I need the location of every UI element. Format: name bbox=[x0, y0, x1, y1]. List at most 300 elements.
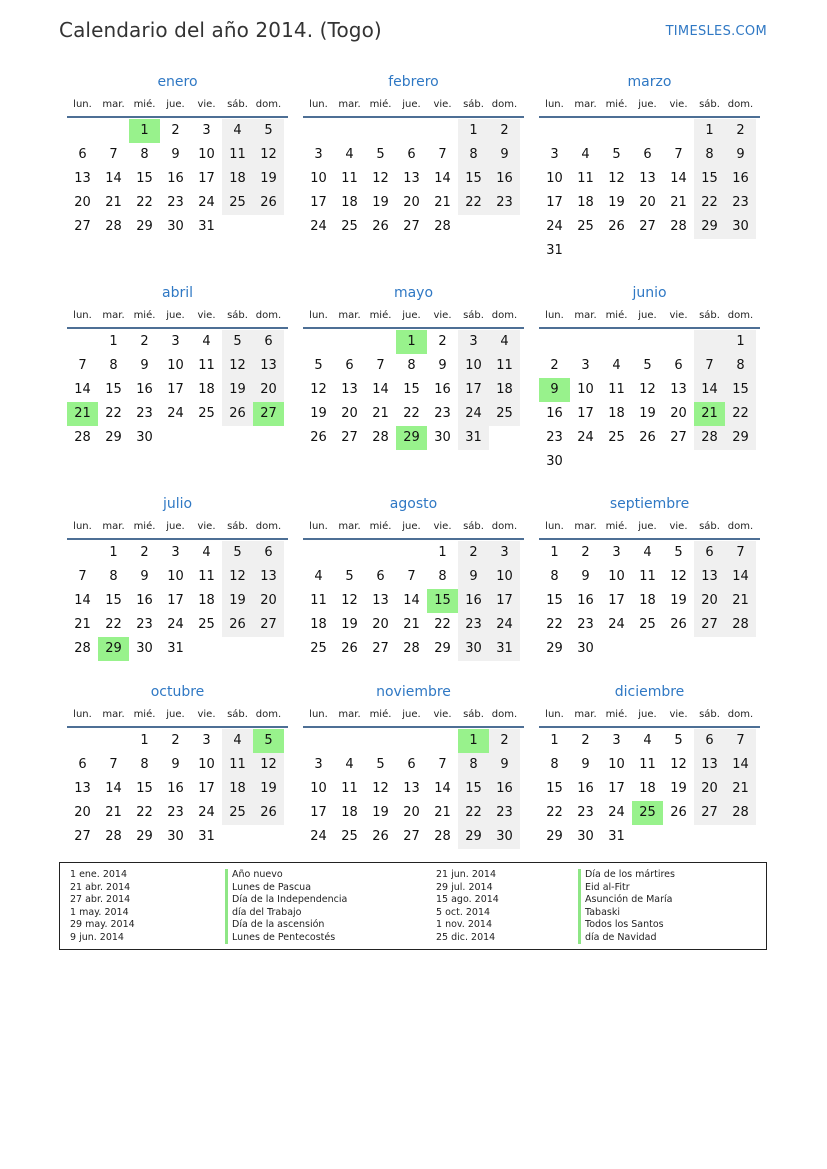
empty-cell bbox=[427, 119, 458, 143]
day-cell: 24 bbox=[608, 617, 625, 632]
day-cell: 13 bbox=[670, 382, 687, 397]
legend-dates-right bbox=[436, 869, 499, 944]
day-cell: 21 bbox=[105, 195, 122, 210]
legend-dates-left bbox=[70, 869, 135, 944]
day-cell: 19 bbox=[341, 617, 358, 632]
weekday-label: jue. bbox=[402, 99, 421, 110]
day-cell: 23 bbox=[546, 430, 563, 445]
day-cell: 3 bbox=[202, 123, 211, 138]
day-cell: 30 bbox=[458, 637, 489, 661]
empty-cell bbox=[334, 119, 365, 143]
day-cell: 3 bbox=[489, 541, 520, 565]
day-cell: 19 bbox=[253, 777, 284, 801]
weekday-label: sáb. bbox=[463, 310, 484, 321]
day-cell: 23 bbox=[136, 617, 153, 632]
legend-date: 21 jun. 2014 bbox=[436, 869, 497, 880]
day-cell: 11 bbox=[222, 753, 253, 777]
weekday-label: mar. bbox=[574, 709, 597, 720]
day-cell: 21 bbox=[74, 617, 91, 632]
day-cell: 6 bbox=[407, 757, 416, 772]
day-cell: 11 bbox=[310, 593, 327, 608]
month-name: noviembre bbox=[376, 684, 451, 700]
month-marzo bbox=[539, 70, 760, 263]
month-agosto bbox=[303, 492, 524, 661]
day-cell: 4 bbox=[643, 733, 652, 748]
day-cell: 15 bbox=[694, 167, 725, 191]
day-cell: 14 bbox=[372, 382, 389, 397]
day-cell: 30 bbox=[167, 219, 184, 234]
day-cell: 7 bbox=[725, 729, 756, 753]
day-cell: 24 bbox=[546, 219, 563, 234]
legend-holiday-name: día de Navidad bbox=[578, 932, 675, 945]
day-cell: 25 bbox=[198, 617, 215, 632]
day-cell: 20 bbox=[372, 617, 389, 632]
holiday-day: 5 bbox=[253, 729, 284, 753]
day-cell: 18 bbox=[639, 593, 656, 608]
day-cell: 23 bbox=[489, 801, 520, 825]
month-name: enero bbox=[157, 74, 198, 90]
weekday-label: mar. bbox=[574, 521, 597, 532]
day-cell: 4 bbox=[222, 729, 253, 753]
day-grid bbox=[303, 330, 524, 450]
weekday-label: mar. bbox=[574, 310, 597, 321]
day-cell: 9 bbox=[581, 569, 590, 584]
day-cell: 27 bbox=[74, 219, 91, 234]
day-cell: 12 bbox=[310, 382, 327, 397]
weekday-label: mar. bbox=[102, 310, 125, 321]
day-cell: 4 bbox=[581, 147, 590, 162]
legend-date: 29 jul. 2014 bbox=[436, 881, 493, 893]
day-cell: 20 bbox=[253, 589, 284, 613]
day-cell: 30 bbox=[725, 215, 756, 239]
day-cell: 30 bbox=[489, 825, 520, 849]
day-cell: 4 bbox=[612, 358, 621, 373]
brand-link[interactable]: TIMESLES.COM bbox=[665, 24, 767, 39]
empty-cell bbox=[303, 119, 334, 143]
day-cell: 28 bbox=[434, 219, 451, 234]
day-cell: 8 bbox=[694, 143, 725, 167]
month-enero bbox=[67, 70, 288, 239]
day-cell: 12 bbox=[670, 757, 687, 772]
legend-names-left bbox=[225, 869, 347, 944]
day-cell: 27 bbox=[403, 829, 420, 844]
day-cell: 16 bbox=[167, 171, 184, 186]
day-cell: 27 bbox=[694, 801, 725, 825]
day-cell: 10 bbox=[546, 171, 563, 186]
day-cell: 7 bbox=[78, 569, 87, 584]
day-cell: 26 bbox=[372, 219, 389, 234]
weekday-label: vie. bbox=[433, 310, 452, 321]
day-cell: 16 bbox=[489, 167, 520, 191]
weekday-label: sáb. bbox=[463, 709, 484, 720]
day-cell: 10 bbox=[198, 147, 215, 162]
day-cell: 10 bbox=[310, 171, 327, 186]
day-cell: 24 bbox=[577, 430, 594, 445]
month-name: junio bbox=[632, 285, 667, 301]
weekday-header bbox=[67, 305, 288, 329]
day-cell: 23 bbox=[458, 613, 489, 637]
month-septiembre bbox=[539, 492, 760, 661]
weekday-label: mié. bbox=[605, 310, 628, 321]
day-cell: 20 bbox=[694, 777, 725, 801]
weekday-label: sáb. bbox=[463, 521, 484, 532]
day-cell: 17 bbox=[458, 378, 489, 402]
month-mayo bbox=[303, 281, 524, 450]
day-cell: 22 bbox=[403, 406, 420, 421]
day-cell: 3 bbox=[612, 545, 621, 560]
day-grid bbox=[539, 119, 760, 263]
day-cell: 27 bbox=[253, 613, 284, 637]
day-cell: 25 bbox=[222, 191, 253, 215]
empty-cell bbox=[539, 119, 570, 143]
weekday-label: vie. bbox=[669, 709, 688, 720]
empty-cell bbox=[365, 729, 396, 753]
day-cell: 21 bbox=[434, 805, 451, 820]
calendar-grid bbox=[67, 70, 760, 850]
weekday-label: mié. bbox=[369, 99, 392, 110]
day-cell: 15 bbox=[458, 167, 489, 191]
day-cell: 25 bbox=[341, 829, 358, 844]
day-cell: 19 bbox=[372, 805, 389, 820]
empty-cell bbox=[365, 119, 396, 143]
day-cell: 11 bbox=[341, 171, 358, 186]
day-cell: 4 bbox=[222, 119, 253, 143]
day-cell: 5 bbox=[674, 733, 683, 748]
day-cell: 17 bbox=[577, 406, 594, 421]
day-cell: 17 bbox=[489, 589, 520, 613]
day-cell: 20 bbox=[74, 195, 91, 210]
empty-cell bbox=[303, 541, 334, 565]
day-cell: 14 bbox=[694, 378, 725, 402]
day-cell: 6 bbox=[694, 541, 725, 565]
legend-date: 1 may. 2014 bbox=[70, 906, 129, 918]
day-cell: 21 bbox=[403, 617, 420, 632]
day-cell: 22 bbox=[458, 801, 489, 825]
month-noviembre bbox=[303, 680, 524, 849]
day-cell: 19 bbox=[222, 589, 253, 613]
month-febrero bbox=[303, 70, 524, 239]
day-cell: 25 bbox=[489, 402, 520, 426]
weekday-label: dom. bbox=[727, 310, 754, 321]
weekday-label: dom. bbox=[727, 709, 754, 720]
weekday-label: dom. bbox=[491, 709, 518, 720]
weekday-header bbox=[67, 704, 288, 728]
weekday-label: mar. bbox=[102, 99, 125, 110]
day-cell: 29 bbox=[136, 219, 153, 234]
month-junio bbox=[539, 281, 760, 474]
day-cell: 16 bbox=[489, 777, 520, 801]
day-cell: 23 bbox=[725, 191, 756, 215]
empty-cell bbox=[365, 330, 396, 354]
weekday-label: sáb. bbox=[227, 709, 248, 720]
empty-cell bbox=[396, 541, 427, 565]
weekday-label: dom. bbox=[255, 310, 282, 321]
day-cell: 31 bbox=[167, 641, 184, 656]
day-cell: 22 bbox=[546, 617, 563, 632]
weekday-label: mié. bbox=[605, 521, 628, 532]
weekday-label: jue. bbox=[402, 310, 421, 321]
weekday-label: jue. bbox=[166, 310, 185, 321]
day-cell: 5 bbox=[253, 119, 284, 143]
day-cell: 7 bbox=[407, 569, 416, 584]
day-cell: 17 bbox=[167, 593, 184, 608]
day-cell: 19 bbox=[608, 195, 625, 210]
day-cell: 7 bbox=[438, 757, 447, 772]
day-cell: 10 bbox=[198, 757, 215, 772]
day-cell: 11 bbox=[639, 757, 656, 772]
day-cell: 26 bbox=[670, 617, 687, 632]
month-name: marzo bbox=[627, 74, 672, 90]
day-cell: 9 bbox=[489, 143, 520, 167]
legend-date: 15 ago. 2014 bbox=[436, 894, 499, 905]
legend-holiday-name: Año nuevo bbox=[225, 869, 347, 882]
day-cell: 7 bbox=[725, 541, 756, 565]
empty-cell bbox=[334, 541, 365, 565]
day-grid bbox=[303, 541, 524, 661]
weekday-label: lun. bbox=[309, 709, 328, 720]
day-cell: 20 bbox=[403, 195, 420, 210]
day-cell: 19 bbox=[670, 593, 687, 608]
empty-cell bbox=[570, 119, 601, 143]
day-cell: 15 bbox=[458, 777, 489, 801]
day-cell: 22 bbox=[136, 195, 153, 210]
weekday-label: mié. bbox=[133, 521, 156, 532]
day-cell: 4 bbox=[314, 569, 323, 584]
day-cell: 6 bbox=[674, 358, 683, 373]
day-cell: 18 bbox=[608, 406, 625, 421]
day-cell: 15 bbox=[105, 382, 122, 397]
day-cell: 16 bbox=[434, 382, 451, 397]
day-cell: 24 bbox=[489, 613, 520, 637]
legend-date: 21 abr. 2014 bbox=[70, 881, 131, 893]
month-name: septiembre bbox=[609, 496, 690, 512]
day-cell: 4 bbox=[345, 147, 354, 162]
day-cell: 15 bbox=[403, 382, 420, 397]
day-cell: 10 bbox=[310, 781, 327, 796]
empty-cell bbox=[694, 330, 725, 354]
day-cell: 23 bbox=[577, 617, 594, 632]
day-cell: 21 bbox=[670, 195, 687, 210]
day-cell: 13 bbox=[341, 382, 358, 397]
weekday-header bbox=[539, 704, 760, 728]
day-cell: 28 bbox=[372, 430, 389, 445]
day-cell: 12 bbox=[372, 781, 389, 796]
day-cell: 5 bbox=[612, 147, 621, 162]
day-cell: 15 bbox=[546, 781, 563, 796]
empty-cell bbox=[396, 729, 427, 753]
day-grid bbox=[67, 541, 288, 661]
legend-names-right bbox=[578, 869, 675, 944]
day-cell: 20 bbox=[694, 589, 725, 613]
day-cell: 22 bbox=[546, 805, 563, 820]
day-cell: 22 bbox=[694, 191, 725, 215]
legend-holiday-name: Lunes de Pentecostés bbox=[225, 932, 347, 945]
day-cell: 14 bbox=[74, 593, 91, 608]
day-cell: 1 bbox=[725, 330, 756, 354]
day-cell: 7 bbox=[674, 147, 683, 162]
day-cell: 8 bbox=[458, 753, 489, 777]
legend-holiday-name: Todos los Santos bbox=[578, 919, 675, 932]
legend-date: 27 abr. 2014 bbox=[70, 894, 131, 905]
weekday-label: lun. bbox=[309, 310, 328, 321]
day-cell: 6 bbox=[694, 729, 725, 753]
day-cell: 2 bbox=[171, 733, 180, 748]
day-cell: 9 bbox=[458, 565, 489, 589]
day-cell: 9 bbox=[489, 753, 520, 777]
month-name: diciembre bbox=[614, 684, 685, 700]
day-cell: 18 bbox=[489, 378, 520, 402]
day-cell: 10 bbox=[489, 565, 520, 589]
day-cell: 3 bbox=[171, 545, 180, 560]
day-cell: 13 bbox=[253, 354, 284, 378]
day-cell: 7 bbox=[376, 358, 385, 373]
day-cell: 24 bbox=[167, 406, 184, 421]
day-cell: 29 bbox=[136, 829, 153, 844]
day-cell: 16 bbox=[167, 781, 184, 796]
day-cell: 18 bbox=[198, 593, 215, 608]
weekday-label: sáb. bbox=[227, 310, 248, 321]
day-cell: 14 bbox=[74, 382, 91, 397]
day-cell: 31 bbox=[458, 426, 489, 450]
day-cell: 17 bbox=[608, 593, 625, 608]
day-cell: 2 bbox=[581, 545, 590, 560]
month-name: octubre bbox=[150, 684, 205, 700]
day-cell: 14 bbox=[434, 171, 451, 186]
day-cell: 24 bbox=[310, 829, 327, 844]
day-cell: 6 bbox=[376, 569, 385, 584]
legend-date: 1 nov. 2014 bbox=[436, 919, 492, 930]
day-cell: 8 bbox=[109, 569, 118, 584]
day-cell: 4 bbox=[489, 330, 520, 354]
day-cell: 27 bbox=[694, 613, 725, 637]
day-cell: 16 bbox=[577, 781, 594, 796]
empty-cell bbox=[663, 119, 694, 143]
weekday-label: sáb. bbox=[227, 99, 248, 110]
day-cell: 8 bbox=[140, 757, 149, 772]
weekday-header bbox=[303, 305, 524, 329]
day-cell: 28 bbox=[105, 829, 122, 844]
weekday-label: mié. bbox=[369, 709, 392, 720]
day-cell: 2 bbox=[581, 733, 590, 748]
day-cell: 8 bbox=[458, 143, 489, 167]
day-cell: 24 bbox=[608, 805, 625, 820]
weekday-label: jue. bbox=[166, 709, 185, 720]
day-cell: 24 bbox=[310, 219, 327, 234]
day-cell: 6 bbox=[253, 541, 284, 565]
day-cell: 12 bbox=[639, 382, 656, 397]
day-cell: 26 bbox=[341, 641, 358, 656]
day-cell: 4 bbox=[202, 334, 211, 349]
day-cell: 9 bbox=[725, 143, 756, 167]
empty-cell bbox=[67, 729, 98, 753]
day-cell: 9 bbox=[140, 358, 149, 373]
weekday-header bbox=[67, 94, 288, 118]
day-cell: 13 bbox=[403, 781, 420, 796]
weekday-label: dom. bbox=[491, 99, 518, 110]
weekday-label: mar. bbox=[338, 99, 361, 110]
month-diciembre bbox=[539, 680, 760, 849]
holiday-day: 29 bbox=[396, 426, 427, 450]
day-cell: 11 bbox=[198, 358, 215, 373]
weekday-label: dom. bbox=[727, 521, 754, 532]
day-cell: 24 bbox=[167, 617, 184, 632]
day-cell: 21 bbox=[372, 406, 389, 421]
holiday-day: 21 bbox=[694, 402, 725, 426]
day-cell: 9 bbox=[140, 569, 149, 584]
legend-holiday-name: Lunes de Pascua bbox=[225, 882, 347, 895]
weekday-header bbox=[303, 704, 524, 728]
day-cell: 26 bbox=[222, 613, 253, 637]
weekday-header bbox=[539, 516, 760, 540]
day-cell: 17 bbox=[310, 805, 327, 820]
day-cell: 15 bbox=[725, 378, 756, 402]
day-cell: 28 bbox=[74, 641, 91, 656]
day-cell: 16 bbox=[725, 167, 756, 191]
day-cell: 23 bbox=[167, 805, 184, 820]
weekday-label: jue. bbox=[402, 709, 421, 720]
weekday-label: mar. bbox=[574, 99, 597, 110]
weekday-label: vie. bbox=[197, 310, 216, 321]
day-cell: 26 bbox=[253, 191, 284, 215]
empty-cell bbox=[67, 119, 98, 143]
day-cell: 17 bbox=[167, 382, 184, 397]
day-grid bbox=[539, 729, 760, 849]
weekday-label: lun. bbox=[73, 521, 92, 532]
day-grid bbox=[303, 119, 524, 239]
weekday-label: lun. bbox=[545, 521, 564, 532]
month-name: febrero bbox=[388, 74, 439, 90]
weekday-label: lun. bbox=[73, 99, 92, 110]
empty-cell bbox=[67, 330, 98, 354]
weekday-label: dom. bbox=[491, 310, 518, 321]
holiday-day: 1 bbox=[396, 330, 427, 354]
day-cell: 17 bbox=[198, 171, 215, 186]
day-cell: 20 bbox=[253, 378, 284, 402]
day-cell: 3 bbox=[581, 358, 590, 373]
day-cell: 22 bbox=[105, 617, 122, 632]
day-cell: 19 bbox=[222, 378, 253, 402]
empty-cell bbox=[570, 330, 601, 354]
day-cell: 8 bbox=[109, 358, 118, 373]
weekday-header bbox=[303, 516, 524, 540]
day-cell: 2 bbox=[140, 545, 149, 560]
day-cell: 28 bbox=[74, 430, 91, 445]
day-cell: 20 bbox=[403, 805, 420, 820]
legend-holiday-name: día del Trabajo bbox=[225, 907, 347, 920]
day-cell: 18 bbox=[639, 781, 656, 796]
weekday-header bbox=[539, 305, 760, 329]
day-cell: 23 bbox=[489, 191, 520, 215]
day-cell: 13 bbox=[74, 171, 91, 186]
day-cell: 28 bbox=[725, 613, 756, 637]
day-cell: 10 bbox=[577, 382, 594, 397]
legend-date: 25 dic. 2014 bbox=[436, 931, 496, 943]
day-cell: 8 bbox=[725, 354, 756, 378]
weekday-label: vie. bbox=[433, 99, 452, 110]
empty-cell bbox=[365, 541, 396, 565]
day-cell: 28 bbox=[105, 219, 122, 234]
day-cell: 7 bbox=[78, 358, 87, 373]
day-cell: 8 bbox=[550, 569, 559, 584]
day-cell: 5 bbox=[376, 757, 385, 772]
day-cell: 10 bbox=[608, 569, 625, 584]
day-cell: 14 bbox=[105, 781, 122, 796]
day-cell: 5 bbox=[314, 358, 323, 373]
day-cell: 22 bbox=[725, 402, 756, 426]
day-cell: 20 bbox=[74, 805, 91, 820]
day-cell: 28 bbox=[403, 641, 420, 656]
empty-cell bbox=[663, 330, 694, 354]
